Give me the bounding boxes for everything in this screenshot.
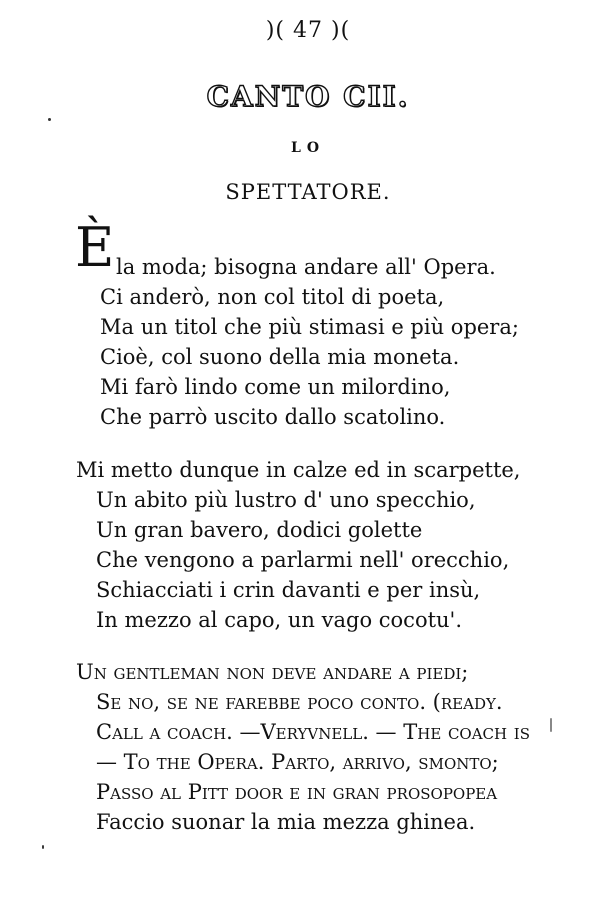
verse-line: Cioè, col suono della mia moneta. xyxy=(100,345,460,369)
verse-line: Un gentleman non deve andare a piedi; xyxy=(76,660,469,684)
verse-line: Mi metto dunque in calze ed in scarpette, xyxy=(76,458,521,482)
verse-line: Che vengono a parlarmi nell' orecchio, xyxy=(96,548,510,572)
verse-line: Un gran bavero, dodici golette xyxy=(96,518,423,542)
verse-line: Passo al Pitt door e in gran prosopopea xyxy=(96,780,498,804)
ink-speck xyxy=(550,718,552,732)
verse-line: Mi farò lindo come un milordino, xyxy=(100,375,451,399)
verse-line: — To the Opera. Parto, arrivo, smonto; xyxy=(96,750,499,774)
subheading: LO xyxy=(290,140,326,156)
ink-speck xyxy=(48,118,51,121)
verse-line: la moda; bisogna andare all' Opera. xyxy=(116,255,496,279)
verse-line: In mezzo al capo, un vago cocotu'. xyxy=(96,608,463,632)
verse-line: Ci anderò, non col titol di poeta, xyxy=(100,285,445,309)
verse-line: Se no, se ne farebbe poco conto. (ready. xyxy=(96,690,503,714)
ink-speck xyxy=(42,845,44,849)
verse-line: Che parrò uscito dallo scatolino. xyxy=(100,405,446,429)
page-number: )( 47 )( xyxy=(265,18,351,43)
verse-line: Ma un titol che più stimasi e più opera; xyxy=(100,315,519,339)
drop-cap: È xyxy=(75,216,115,279)
poem-title: SPETTATORE. xyxy=(225,180,391,204)
verse-line: Faccio suonar la mia mezza ghinea. xyxy=(96,810,476,834)
verse-line: Schiacciati i crin davanti e per insù, xyxy=(96,578,481,602)
verse-line: Call a coach. —Veryvnell. — The coach is xyxy=(96,720,530,744)
canto-heading: CANTO CII. xyxy=(206,80,410,113)
verse-line: Un abito più lustro d' uno specchio, xyxy=(96,488,476,512)
